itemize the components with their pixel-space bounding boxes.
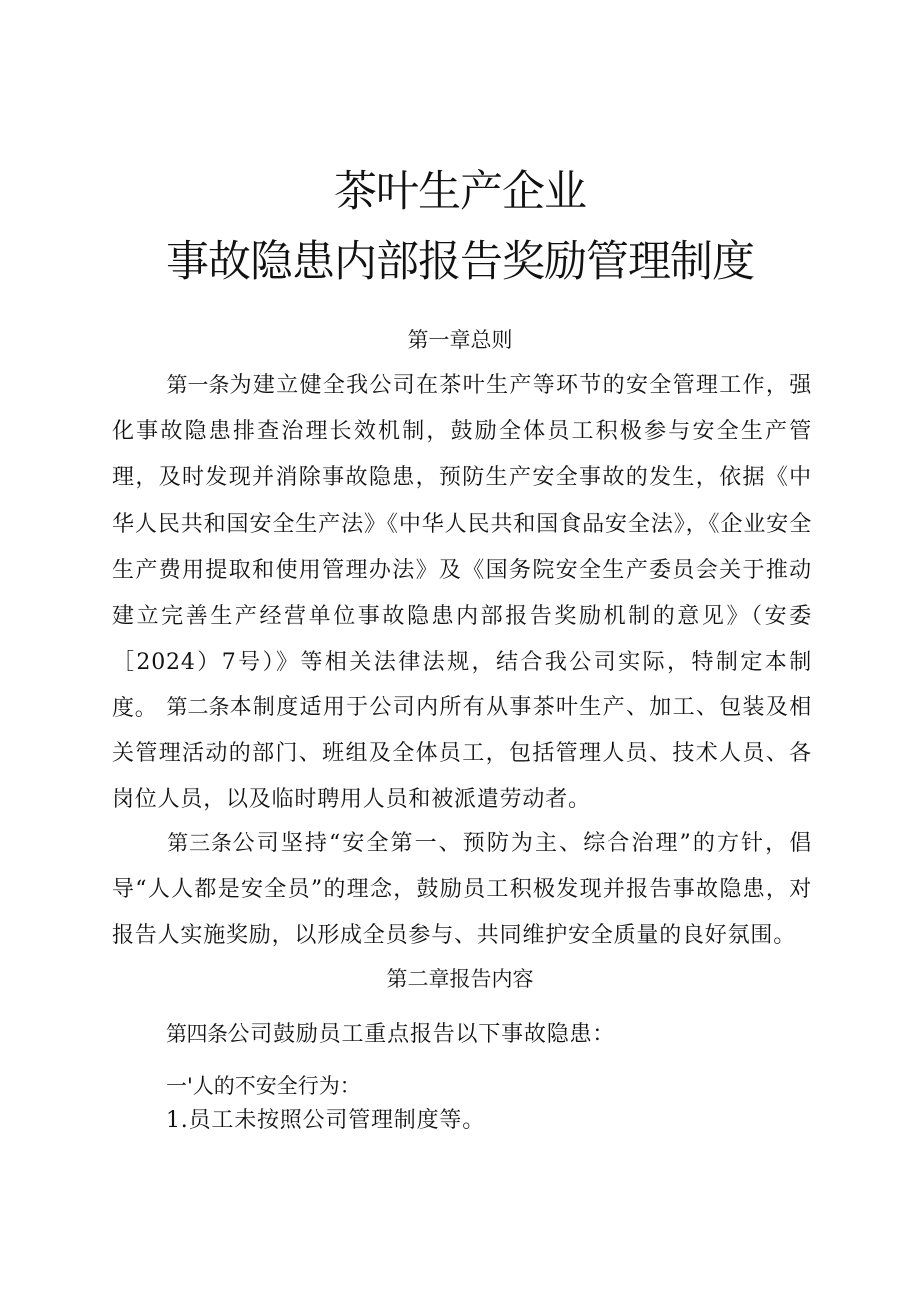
document-title-line-2: 事故隐患内部报告奖励管理制度 [166,237,754,287]
section-subheading: 一'人的不安全行为： [166,1074,361,1098]
article-3-text: 公司坚持“安全第一、预防为主、综合治理”的方针，倡导“人人都是安全员”的理念，鼓励员工积极发现并报告事故隐患，对报告人实施奖励，以形成全员参与、共同维护安全质量的良好氛围。 [112,831,813,949]
document-title-line-1: 茶叶生产企业 [334,167,586,217]
list-item-1: 1.员工未按照公司管理制度等。 [166,1108,485,1133]
chapter-heading-2: 第二章报告内容 [386,967,534,991]
article-2-text: 本制度适用于公司内所有从事茶叶生产、加工、包装及相关管理活动的部门、班组及全体员工，包括管理人员、技术人员、各岗位人员，以及临时聘用人员和被派遣劳动者。 [112,695,812,813]
article-3-head: 第三条 [166,831,233,855]
chapter-heading-1: 第一章总则 [407,328,513,352]
article-1 [112,362,812,733]
article-2-head: 第二条 [166,695,230,719]
article-1-head: 第一条 [166,373,230,397]
article-4 [166,1011,615,1058]
article-2 [112,684,812,824]
article-1-text: 为建立健全我公司在茶叶生产等环节的安全管理工作，强化事故隐患排查治理长效机制，鼓励全体员工积极参与安全生产管理，及时发现并消除事故隐患，预防生产安全事故的发生，依据《中华人民共和国安全生产法》《中华人民共和国食品安全法》，《企业安全生产费用提取和使用管理办法》及《国务院安全生产委员会关于推动建立完善生产经营单位事故隐患内部报告奖励机制的意见》（安委［2024）7号）》等相关法律法规，结合我公司实际，特制定本制度。 [112,373,812,722]
article-3 [112,820,812,960]
article-4-text: 公司鼓励员工重点报告以下事故隐患： [227,1022,616,1047]
article-4-head: 第四条 [166,1022,228,1046]
